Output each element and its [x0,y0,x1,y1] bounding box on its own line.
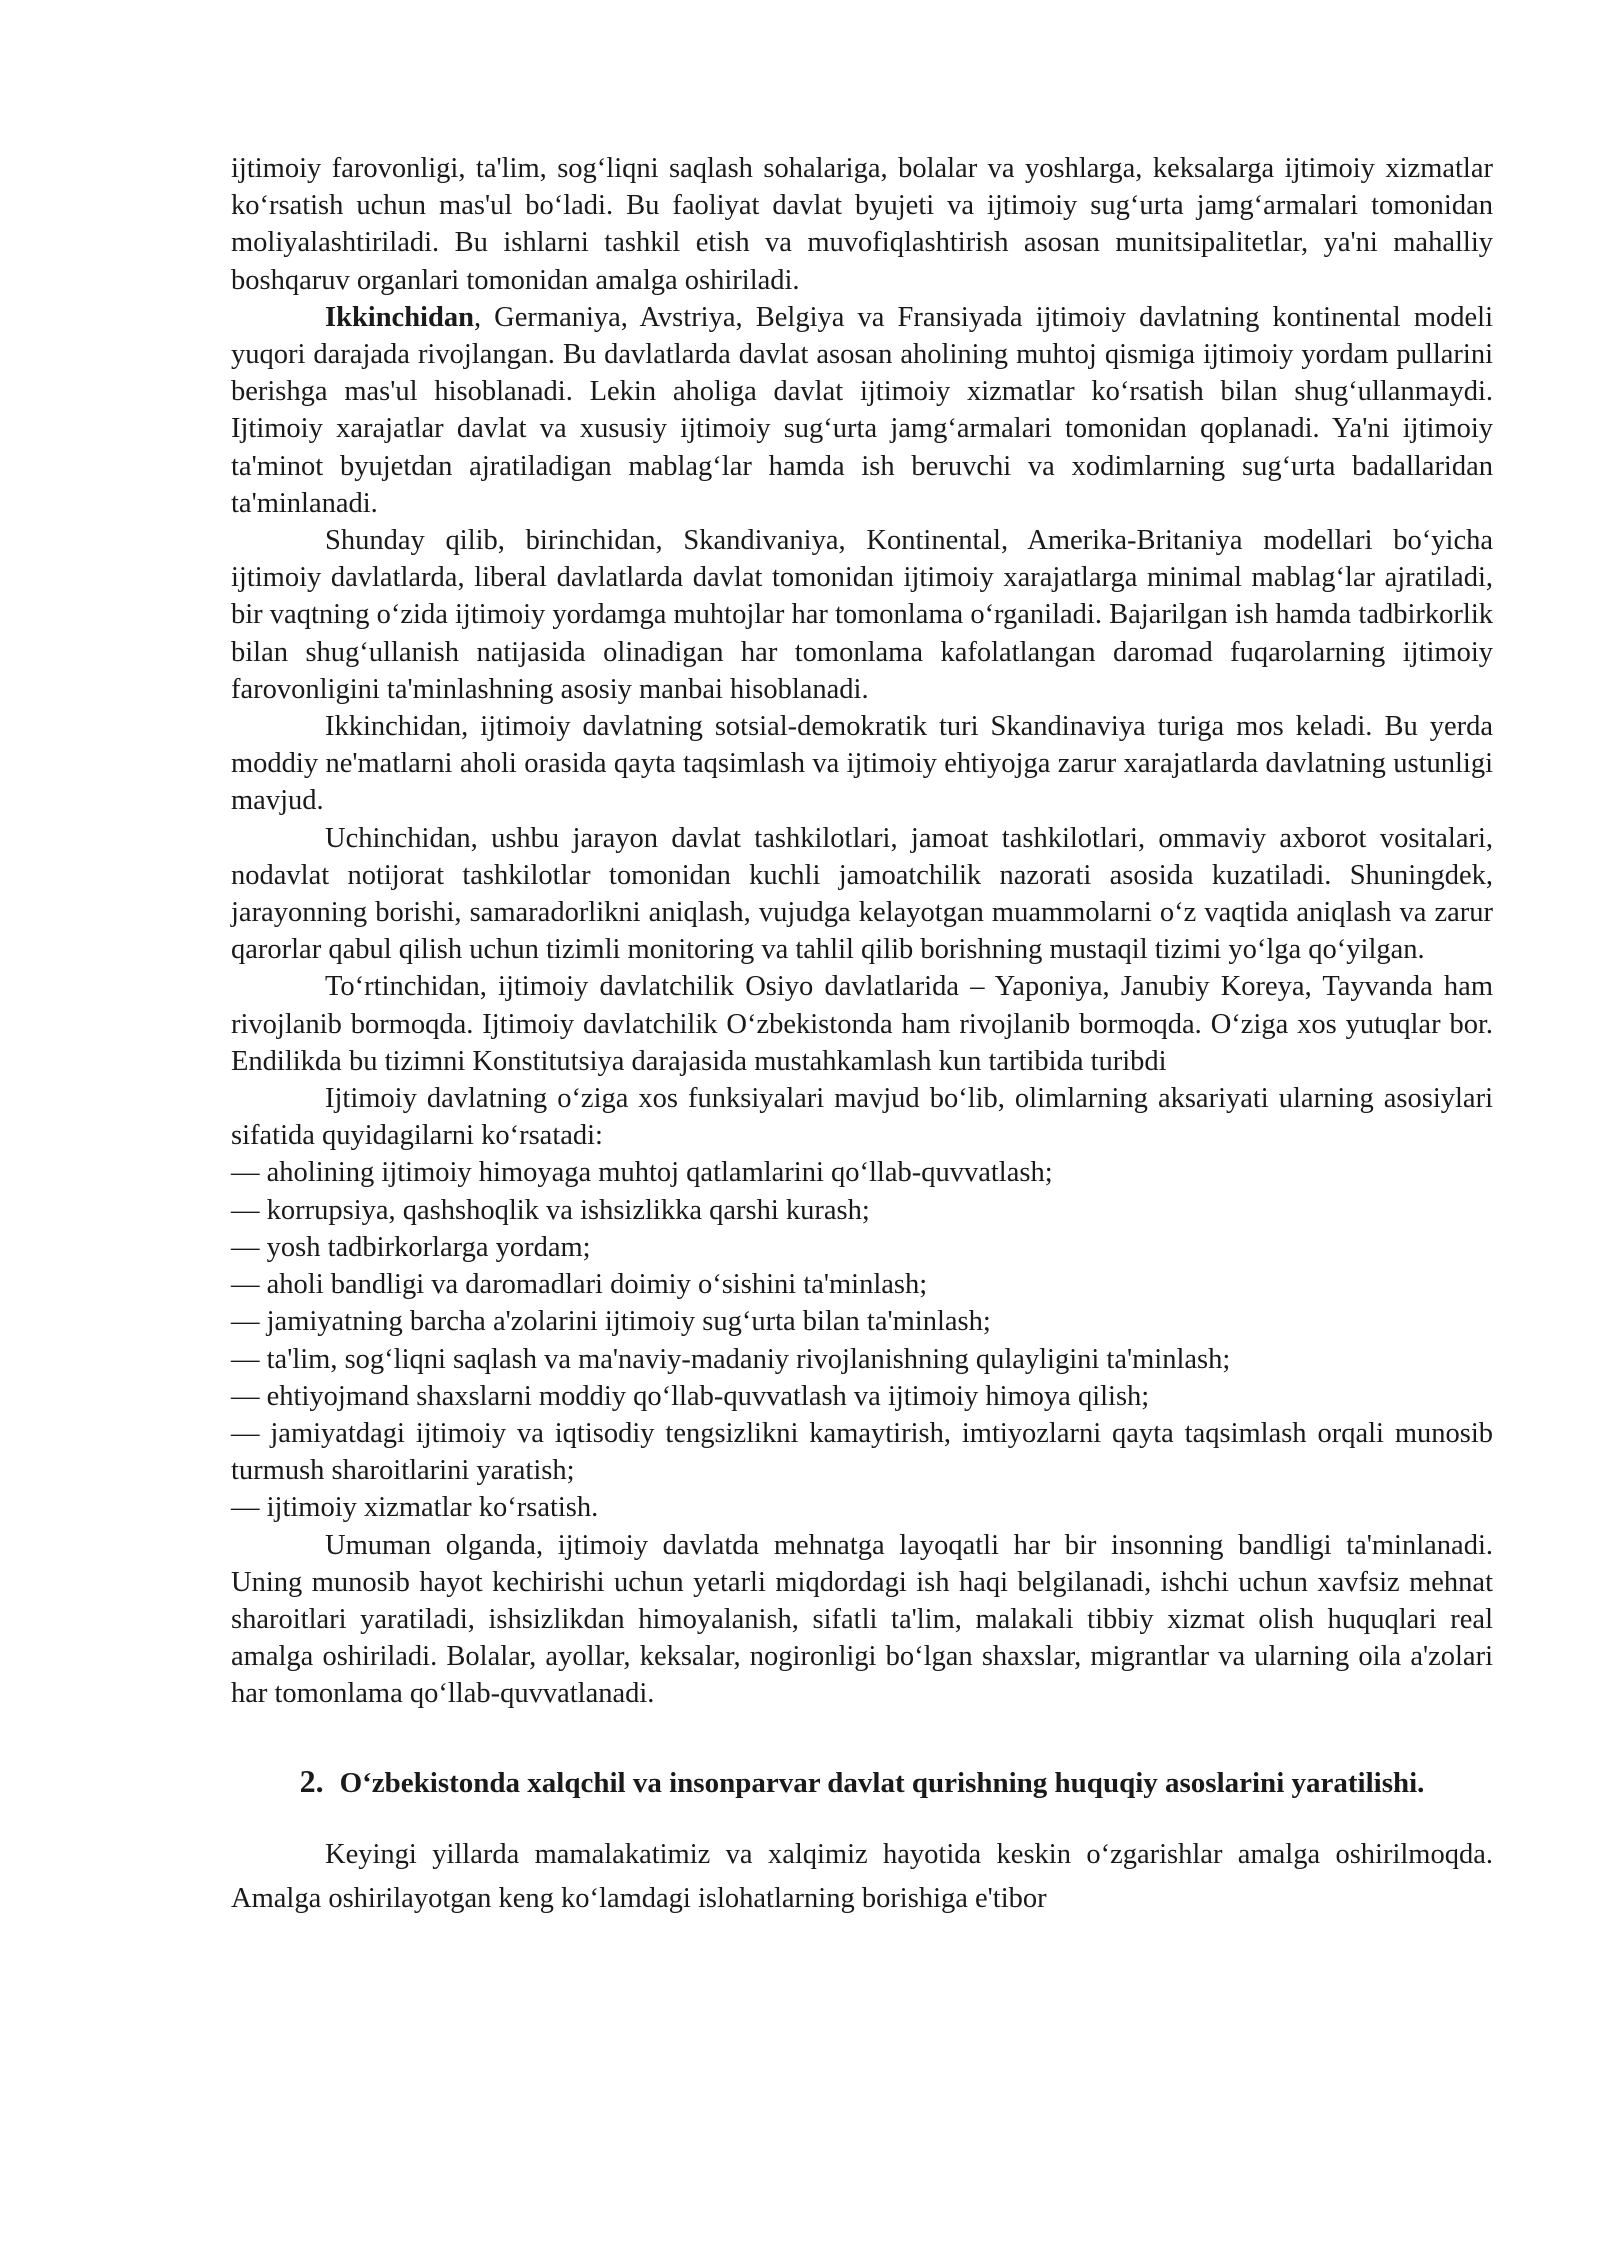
list-item: — ijtimoiy xizmatlar ko‘rsatish. [231,1492,599,1524]
paragraph-2-lead: Ikkinchidan [325,301,474,333]
section-heading [231,1759,1493,1805]
list-item: — korrupsiya, qashshoqlik va ishsizlikka qarshi kurash; [231,1194,870,1226]
document-page [231,150,1493,1921]
list-item: — aholi bandligi va daromadlari doimiy o‘sishini ta'minlash; [231,1269,928,1301]
final-paragraph: Keyingi yillarda mamalakatimiz va xalqimiz hayotida keskin o‘zgarishlar amalga oshirilmoqda. Amalga oshirilayotgan keng ko‘lamdagi islohatlarning borishiga e'tibor [231,1838,1493,1914]
list-item: — ehtiyojmand shaxslarni moddiy qo‘llab-quvvatlash va ijtimoiy himoya qilish; [231,1380,1150,1412]
section-number: 2. [299,1762,324,1799]
list-item: — aholining ijtimoiy himoyaga muhtoj qatlamlarini qo‘llab-quvvatlash; [231,1157,1053,1189]
paragraph-4: Ikkinchidan, ijtimoiy davlatning sotsial-demokratik turi Skandinaviya turiga mos keladi. Bu yerda moddiy ne'matlarni aholi orasida qayta taqsimlash va ijtimoiy ehtiyojga zarur xarajatlarda davlatning ustunligi mavjud. [231,711,1493,817]
list-item: — ta'lim, sog‘liqni saqlash va ma'naviy-madaniy rivojlanishning qulayligini ta'minlash; [231,1343,1231,1375]
list-item: — jamiyatdagi ijtimoiy va iqtisodiy tengsizlikni kamaytirish, imtiyozlarni qayta taqsimlash orqali munosib turmush sharoitlarini yaratish; [231,1417,1493,1487]
closing-paragraph: Umuman olganda, ijtimoiy davlatda mehnatga layoqatli har bir insonning bandligi ta'minlanadi. Uning munosib hayot kechirishi uchun yetarli miqdordagi ish haqi belgilanadi, ishchi uchun xavfsiz mehnat sharoitlari yaratiladi, ishsizlikdan himoyalanish, sifatli ta'lim, malakali tibbiy xizmat olish huquqlari real amalga oshiriladi. Bolalar, ayollar, keksalar, nogironligi bo‘lgan shaxslar, migrantlar va ularning oila a'zolari har tomonlama qo‘llab-quvvatlanadi. [231,1529,1493,1710]
paragraph-5: Uchinchidan, ushbu jarayon davlat tashkilotlari, jamoat tashkilotlari, ommaviy axborot vositalari, nodavlat notijorat tashkilotlar tomonidan kuchli jamoatchilik nazorati asosida kuzatiladi. Shuningdek, jarayonning borishi, samaradorlikni aniqlash, vujudga kelayotgan muammolarni o‘z vaqtida aniqlash va zarur qarorlar qabul qilish uchun tizimli monitoring va tahlil qilib borishning mustaqil tizimi yo‘lga qo‘yilgan. [231,822,1493,966]
functions-list [231,1154,1493,1526]
paragraph-3: Shunday qilib, birinchidan, Skandivaniya, Kontinental, Amerika-Britaniya modellari bo‘yicha ijtimoiy davlatlarda, liberal davlatlarda davlat tomonidan ijtimoiy xarajatlarga minimal mablag‘lar ajratiladi, bir vaqtning o‘zida ijtimoiy yordamga muhtojlar har tomonlama o‘rganiladi. Bajarilgan ish hamda tadbirkorlik bilan shug‘ullanish natijasida olinadigan har tomonlama kafolatlangan daromad fuqarolarning ijtimoiy farovonligini ta'minlashning asosiy manbai hisoblanadi. [231,525,1493,705]
list-item: — yosh tadbirkorlarga yordam; [231,1231,591,1263]
list-item: — jamiyatning barcha a'zolarini ijtimoiy sug‘urta bilan ta'minlash; [231,1306,991,1338]
paragraph-7: Ijtimoiy davlatning o‘ziga xos funksiyalari mavjud bo‘lib, olimlarning aksariyati ularning asosiylari sifatida quyidagilarni ko‘rsatadi: [231,1083,1493,1152]
paragraph-2-body: , Germaniya, Avstriya, Belgiya va Fransiyada ijtimoiy davlatning kontinental modeli yuqori darajada rivojlangan. Bu davlatlarda davlat asosan aholining muhtoj qismiga ijtimoiy yordam pullarini berishga mas'ul hisoblanadi. Lekin aholiga davlat ijtimoiy xizmatlar ko‘rsatish bilan shug‘ullanmaydi. Ijtimoiy xarajatlar davlat va xususiy ijtimoiy sug‘urta jamg‘armalari tomonidan qoplanadi. Ya'ni ijtimoiy ta'minot byujetdan ajratiladigan mablag‘lar hamda ish beruvchi va xodimlarning sug‘urta badallaridan ta'minlanadi. [231,301,1493,519]
section-title: O‘zbekistonda xalqchil va insonparvar davlat qurishning huquqiy asoslarini yaratilishi. [339,1766,1425,1799]
paragraph-6: To‘rtinchidan, ijtimoiy davlatchilik Osiyo davlatlarida – Yaponiya, Janubiy Koreya, Tayvanda ham rivojlanib bormoqda. Ijtimoiy davlatchilik O‘zbekistonda ham rivojlanib bormoqda. O‘ziga xos yutuqlar bor. Endilikda bu tizimni Konstitutsiya darajasida mustahkamlash kun tartibida turibdi [231,971,1493,1077]
paragraph-2 [231,299,1493,522]
paragraph-1: ijtimoiy farovonligi, ta'lim, sog‘liqni saqlash sohalariga, bolalar va yoshlarga, keksalarga ijtimoiy xizmatlar ko‘rsatish uchun mas'ul bo‘ladi. Bu faoliyat davlat byujeti va ijtimoiy sug‘urta jamg‘armalari tomonidan moliyalashtiriladi. Bu ishlarni tashkil etish va muvofiqlashtirish asosan munitsipalitetlar, ya'ni mahalliy boshqaruv organlari tomonidan amalga oshiriladi. [231,153,1493,296]
